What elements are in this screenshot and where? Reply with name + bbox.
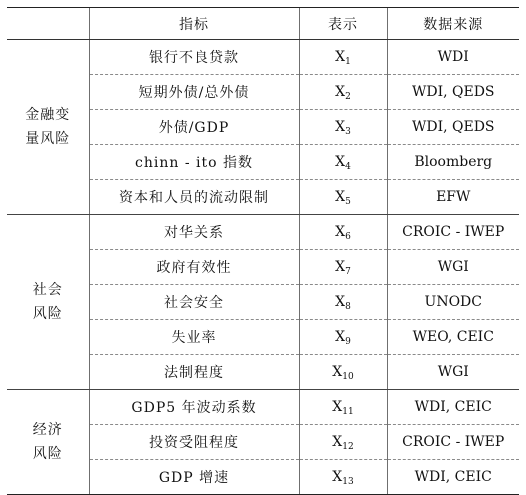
source-cell: WGI [387,355,519,390]
symbol-cell [299,285,387,320]
table-row [7,40,519,75]
symbol-subscript: 10 [342,372,354,382]
symbol-subscript: 7 [345,267,351,277]
indicator-cell: chinn - ito 指数 [89,145,299,180]
source-cell: WEO, CEIC [387,320,519,355]
indicator-table [7,7,519,495]
header-category [7,8,89,40]
source-cell: UNODC [387,285,519,320]
indicator-table-container [7,7,519,495]
symbol-subscript: 5 [345,197,351,207]
source-cell: EFW [387,180,519,215]
indicator-cell: 资本和人员的流动限制 [89,180,299,215]
symbol-letter: X [335,49,346,65]
symbol-letter: X [332,364,343,380]
symbol-subscript: 2 [345,92,351,102]
symbol-cell [299,425,387,460]
indicator-cell: 法制程度 [89,355,299,390]
table-row [7,390,519,425]
indicator-cell: 外债/GDP [89,110,299,145]
symbol-cell [299,390,387,425]
indicator-cell: 失业率 [89,320,299,355]
source-cell: WDI, CEIC [387,460,519,495]
symbol-cell [299,110,387,145]
category-cell [7,215,89,390]
symbol-subscript: 6 [345,232,351,242]
source-cell: CROIC - IWEP [387,425,519,460]
symbol-letter: X [335,259,346,275]
symbol-letter: X [335,189,346,205]
indicator-cell: 投资受阻程度 [89,425,299,460]
symbol-subscript: 13 [342,477,354,487]
header-symbol: 表示 [299,8,387,40]
header-source: 数据来源 [387,8,519,40]
category-label: 经济 风险 [32,422,63,462]
source-cell: WDI, QEDS [387,110,519,145]
symbol-letter: X [332,399,343,415]
symbol-subscript: 4 [345,162,351,172]
symbol-cell [299,355,387,390]
symbol-cell [299,215,387,250]
symbol-subscript: 11 [342,407,354,417]
symbol-cell [299,460,387,495]
symbol-letter: X [335,119,346,135]
symbol-subscript: 1 [345,57,351,67]
source-cell: WDI, CEIC [387,390,519,425]
source-cell: WGI [387,250,519,285]
symbol-letter: X [335,224,346,240]
indicator-cell: 对华关系 [89,215,299,250]
category-label: 社会 风险 [32,282,63,322]
symbol-cell [299,145,387,180]
symbol-subscript: 9 [345,337,351,347]
category-cell [7,390,89,495]
indicator-cell: 社会安全 [89,285,299,320]
symbol-letter: X [335,154,346,170]
symbol-letter: X [335,84,346,100]
symbol-letter: X [332,434,343,450]
category-cell [7,40,89,215]
symbol-letter: X [335,294,346,310]
source-cell: Bloomberg [387,145,519,180]
header-row [7,8,519,40]
symbol-letter: X [335,329,346,345]
symbol-letter: X [332,469,343,485]
category-label: 金融变 量风险 [25,107,71,147]
indicator-cell: 短期外债/总外债 [89,75,299,110]
symbol-cell [299,75,387,110]
table-row [7,215,519,250]
source-cell: WDI, QEDS [387,75,519,110]
symbol-cell [299,250,387,285]
indicator-cell: GDP 增速 [89,460,299,495]
symbol-cell [299,320,387,355]
source-cell: WDI [387,40,519,75]
indicator-cell: GDP5 年波动系数 [89,390,299,425]
symbol-cell [299,180,387,215]
header-indicator: 指标 [89,8,299,40]
symbol-cell [299,40,387,75]
indicator-cell: 银行不良贷款 [89,40,299,75]
table-body [7,40,519,495]
indicator-cell: 政府有效性 [89,250,299,285]
source-cell: CROIC - IWEP [387,215,519,250]
symbol-subscript: 12 [342,442,354,452]
symbol-subscript: 3 [345,127,351,137]
symbol-subscript: 8 [345,302,351,312]
